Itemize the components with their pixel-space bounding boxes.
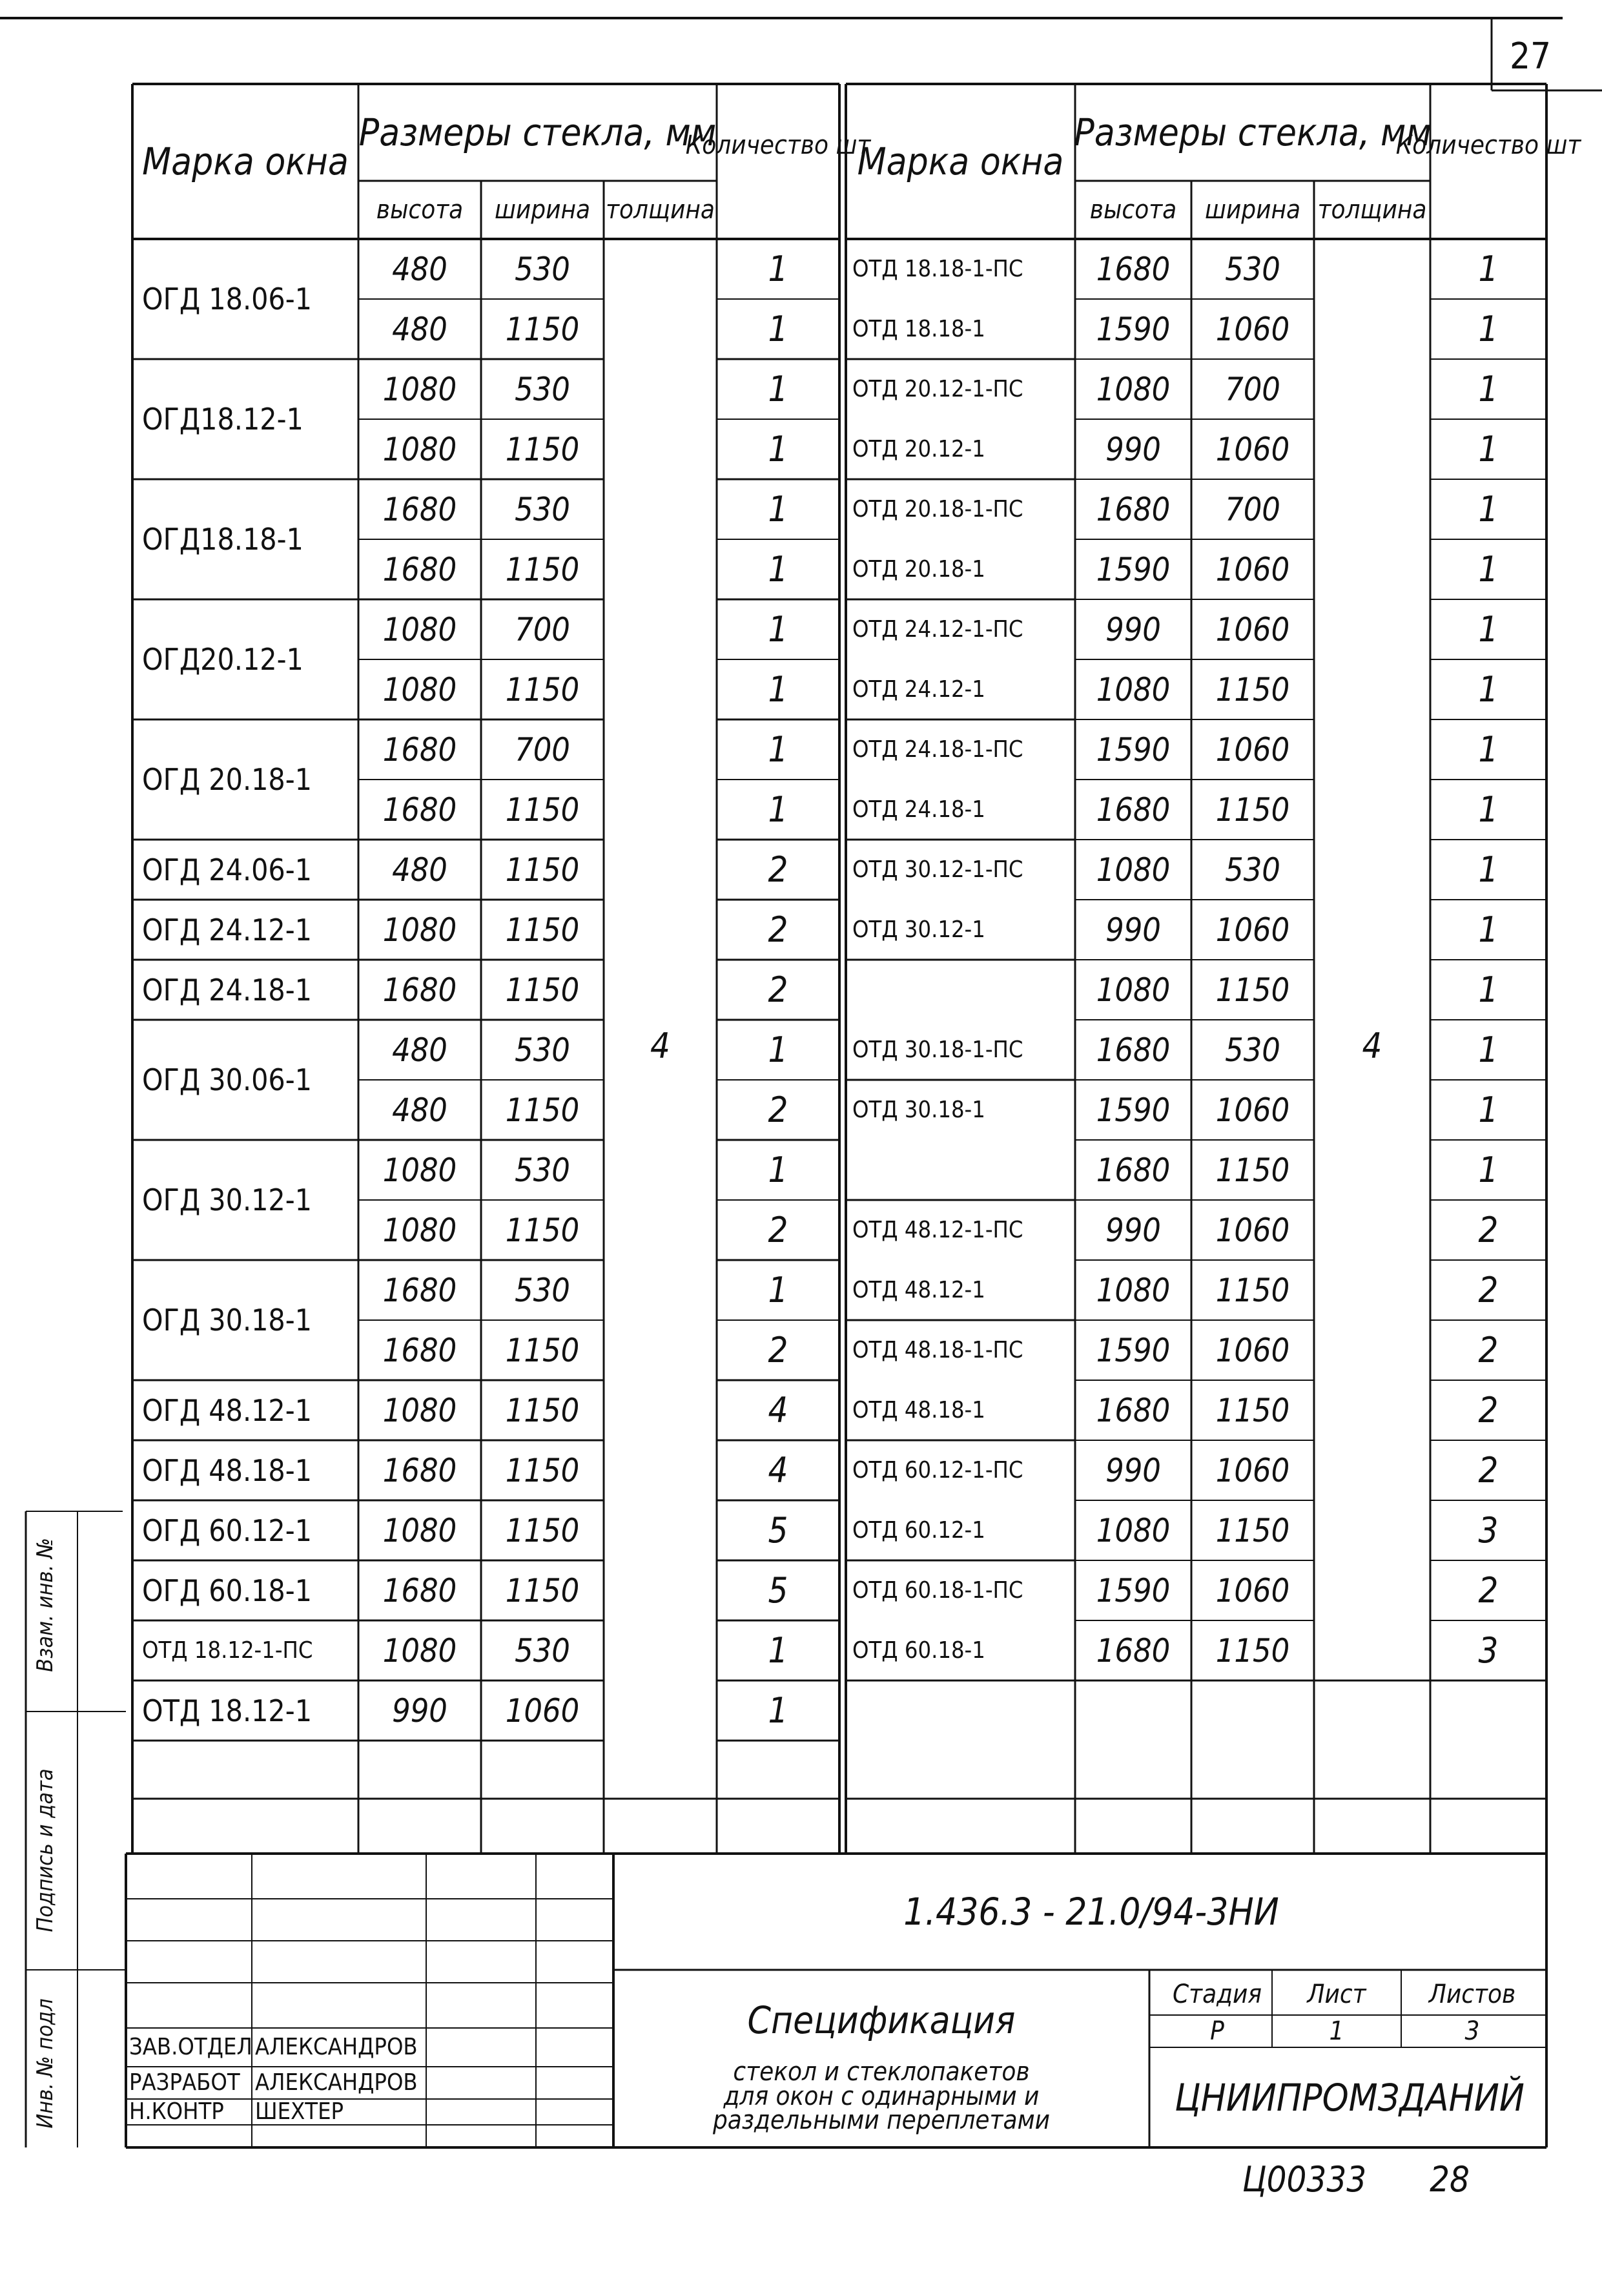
quantity-cell: 1 <box>1478 729 1499 770</box>
quantity-cell: 1 <box>768 1029 788 1070</box>
title-line-1: стекол и стеклопакетов <box>733 2056 1030 2087</box>
width-cell: 1150 <box>505 911 580 949</box>
height-cell: 1680 <box>1096 1031 1171 1069</box>
width-cell: 1150 <box>1215 1271 1290 1309</box>
width-cell: 1150 <box>505 1391 580 1429</box>
header-quantity: Количество шт <box>685 130 871 160</box>
width-cell: 1150 <box>505 1571 580 1609</box>
document-code: 1.436.3 - 21.0/94-3НИ <box>903 1890 1279 1934</box>
height-cell: 1080 <box>1096 1271 1171 1309</box>
width-cell: 530 <box>1225 250 1280 288</box>
height-cell: 1590 <box>1096 310 1171 348</box>
window-mark-cell: ОТД 60.12-1 <box>852 1516 985 1544</box>
quantity-cell: 1 <box>1478 488 1499 530</box>
width-cell: 1060 <box>1215 1451 1290 1489</box>
height-cell: 1080 <box>1096 971 1171 1009</box>
quantity-cell: 1 <box>1478 428 1499 470</box>
height-cell: 1680 <box>382 490 457 528</box>
quantity-cell: 1 <box>1478 308 1499 349</box>
window-mark-cell: ОГД 60.18-1 <box>142 1573 312 1608</box>
window-mark-cell: ОТД 20.18-1-ПС <box>852 495 1023 522</box>
width-cell: 1150 <box>505 430 580 468</box>
width-cell: 1150 <box>505 1331 580 1369</box>
header-height: высота <box>1089 195 1177 225</box>
height-cell: 1680 <box>1096 1631 1171 1670</box>
header-window-mark: Марка окна <box>142 140 349 183</box>
height-cell: 1080 <box>1096 851 1171 889</box>
height-cell: 1080 <box>382 1631 457 1670</box>
title-line-3: раздельными переплетами <box>712 2105 1051 2135</box>
height-cell: 1680 <box>1096 1391 1171 1429</box>
window-mark-cell: ОГД18.18-1 <box>142 522 303 557</box>
quantity-cell: 5 <box>768 1569 788 1611</box>
quantity-cell: 1 <box>1478 248 1499 289</box>
quantity-cell: 1 <box>768 1690 788 1731</box>
width-cell: 530 <box>1225 851 1280 889</box>
archive-number: Ц00333 <box>1242 2159 1367 2200</box>
quantity-cell: 2 <box>1478 1569 1499 1611</box>
width-cell: 1060 <box>1215 430 1290 468</box>
quantity-cell: 1 <box>768 488 788 530</box>
width-cell: 1150 <box>505 1451 580 1489</box>
height-cell: 990 <box>1105 610 1161 648</box>
height-cell: 480 <box>392 1091 447 1129</box>
window-mark-cell: ОТД 18.12-1-ПС <box>142 1637 313 1664</box>
quantity-cell: 1 <box>768 248 788 289</box>
quantity-cell: 2 <box>768 849 788 890</box>
height-cell: 1080 <box>382 1151 457 1189</box>
height-cell: 1080 <box>1096 370 1171 408</box>
width-cell: 530 <box>515 1631 570 1670</box>
quantity-cell: 1 <box>1478 1089 1499 1130</box>
width-cell: 1060 <box>1215 911 1290 949</box>
quantity-cell: 2 <box>1478 1269 1499 1310</box>
header-height: высота <box>376 195 464 225</box>
sheet-number: 27 <box>1509 35 1552 78</box>
height-cell: 1080 <box>1096 1511 1171 1549</box>
quantity-cell: 1 <box>768 1149 788 1190</box>
width-cell: 1150 <box>1215 1511 1290 1549</box>
header-thickness: толщина <box>606 195 715 225</box>
width-cell: 700 <box>1225 370 1280 408</box>
height-cell: 990 <box>1105 430 1161 468</box>
side-label-signature-date: Подпись и дата <box>32 1768 58 1932</box>
height-cell: 1680 <box>382 1451 457 1489</box>
quantity-cell: 1 <box>768 668 788 710</box>
window-mark-cell: ОГД 48.18-1 <box>142 1453 312 1488</box>
width-cell: 1150 <box>1215 1631 1290 1670</box>
header-glass-dims: Размеры стекла, мм <box>1074 110 1432 154</box>
window-mark-cell: ОГД 24.18-1 <box>142 972 312 1008</box>
width-cell: 1060 <box>1215 310 1290 348</box>
role-label: ЗАВ.ОТДЕЛ <box>129 2034 252 2060</box>
window-mark-cell: ОГД 60.12-1 <box>142 1513 312 1548</box>
width-cell: 1150 <box>505 550 580 588</box>
quantity-cell: 2 <box>768 969 788 1010</box>
header-width: ширина <box>1204 195 1301 225</box>
window-mark-cell: ОТД 18.18-1-ПС <box>852 255 1023 282</box>
window-mark-cell: ОГД 30.06-1 <box>142 1062 312 1097</box>
quantity-cell: 5 <box>768 1509 788 1551</box>
height-cell: 990 <box>1105 1451 1161 1489</box>
height-cell: 1680 <box>1096 1151 1171 1189</box>
window-mark-cell: ОГД18.12-1 <box>142 402 303 437</box>
side-label-original-inv: Инв. № подл <box>32 1998 58 2129</box>
height-cell: 480 <box>392 310 447 348</box>
window-mark-cell: ОТД 24.12-1 <box>852 676 985 703</box>
window-mark-cell: ОГД 24.12-1 <box>142 912 312 947</box>
thickness-value: 4 <box>650 1026 670 1066</box>
sheets-value: 3 <box>1464 2016 1480 2046</box>
quantity-cell: 1 <box>1478 548 1499 590</box>
window-mark-cell: ОТД 18.12-1 <box>142 1693 313 1728</box>
header-thickness: толщина <box>1317 195 1427 225</box>
height-cell: 1680 <box>382 971 457 1009</box>
width-cell: 1150 <box>1215 971 1290 1009</box>
width-cell: 1150 <box>505 1211 580 1249</box>
window-mark-cell: ОТД 30.12-1-ПС <box>852 856 1023 883</box>
quantity-cell: 3 <box>1478 1509 1499 1551</box>
width-cell: 1150 <box>505 851 580 889</box>
width-cell: 1150 <box>1215 670 1290 708</box>
height-cell: 1590 <box>1096 730 1171 769</box>
height-cell: 1680 <box>1096 791 1171 829</box>
window-mark-cell: ОТД 48.18-1-ПС <box>852 1336 1023 1363</box>
quantity-cell: 2 <box>1478 1209 1499 1250</box>
window-mark-cell: ОТД 30.18-1-ПС <box>852 1036 1023 1063</box>
height-cell: 1080 <box>382 670 457 708</box>
height-cell: 1680 <box>1096 250 1171 288</box>
page-number: 28 <box>1430 2159 1470 2200</box>
quantity-cell: 4 <box>768 1389 788 1431</box>
window-mark-cell: ОГД20.12-1 <box>142 642 303 677</box>
person-name: АЛЕКСАНДРОВ <box>255 2034 418 2060</box>
height-cell: 1080 <box>1096 670 1171 708</box>
window-mark-cell: ОТД 60.18-1-ПС <box>852 1577 1023 1604</box>
width-cell: 1060 <box>1215 550 1290 588</box>
window-mark-cell: ОТД 20.12-1-ПС <box>852 375 1023 402</box>
role-label: РАЗРАБОТ <box>129 2069 240 2096</box>
height-cell: 990 <box>392 1691 447 1730</box>
title-main: Спецификация <box>747 1998 1016 2042</box>
height-cell: 1080 <box>382 1211 457 1249</box>
quantity-cell: 1 <box>1478 909 1499 950</box>
height-cell: 1080 <box>382 610 457 648</box>
header-width: ширина <box>494 195 591 225</box>
width-cell: 530 <box>515 1271 570 1309</box>
window-mark-cell: ОТД 20.12-1 <box>852 435 985 462</box>
height-cell: 1680 <box>382 791 457 829</box>
window-mark-cell: ОГД 30.18-1 <box>142 1303 312 1338</box>
thickness-value: 4 <box>1362 1026 1382 1066</box>
quantity-cell: 1 <box>1478 1029 1499 1070</box>
quantity-cell: 1 <box>1478 789 1499 830</box>
quantity-cell: 1 <box>768 368 788 409</box>
quantity-cell: 1 <box>1478 668 1499 710</box>
width-cell: 1150 <box>1215 1151 1290 1189</box>
width-cell: 1150 <box>1215 791 1290 829</box>
quantity-cell: 2 <box>768 1329 788 1370</box>
width-cell: 1060 <box>1215 1091 1290 1129</box>
quantity-cell: 1 <box>1478 368 1499 409</box>
quantity-cell: 4 <box>768 1449 788 1491</box>
height-cell: 1680 <box>382 1331 457 1369</box>
quantity-cell: 2 <box>1478 1329 1499 1370</box>
height-cell: 480 <box>392 250 447 288</box>
window-mark-cell: ОТД 60.12-1-ПС <box>852 1456 1023 1484</box>
width-cell: 1060 <box>1215 1211 1290 1249</box>
window-mark-cell: ОГД 30.12-1 <box>142 1183 312 1217</box>
quantity-cell: 1 <box>1478 608 1499 650</box>
width-cell: 1060 <box>505 1691 580 1730</box>
sheet-label: Лист <box>1307 1979 1366 2009</box>
person-name: АЛЕКСАНДРОВ <box>255 2069 418 2096</box>
width-cell: 700 <box>515 730 570 769</box>
width-cell: 1060 <box>1215 1331 1290 1369</box>
width-cell: 530 <box>515 1151 570 1189</box>
width-cell: 1150 <box>505 670 580 708</box>
height-cell: 990 <box>1105 911 1161 949</box>
window-mark-cell: ОТД 48.12-1 <box>852 1276 985 1303</box>
height-cell: 480 <box>392 1031 447 1069</box>
height-cell: 1680 <box>382 1271 457 1309</box>
stage-label: Стадия <box>1172 1979 1262 2009</box>
header-window-mark: Марка окна <box>857 140 1064 183</box>
width-cell: 530 <box>1225 1031 1280 1069</box>
window-mark-cell: ОТД 20.18-1 <box>852 555 985 583</box>
height-cell: 1680 <box>382 1571 457 1609</box>
height-cell: 1080 <box>382 430 457 468</box>
width-cell: 1150 <box>505 1511 580 1549</box>
width-cell: 530 <box>515 490 570 528</box>
width-cell: 530 <box>515 250 570 288</box>
window-mark-cell: ОТД 24.12-1-ПС <box>852 615 1023 643</box>
window-mark-cell: ОГД 20.18-1 <box>142 762 312 797</box>
quantity-cell: 1 <box>768 1629 788 1671</box>
quantity-cell: 1 <box>1478 1149 1499 1190</box>
height-cell: 1590 <box>1096 1331 1171 1369</box>
height-cell: 1080 <box>382 1391 457 1429</box>
quantity-cell: 1 <box>768 1269 788 1310</box>
organization-name: ЦНИИПРОМЗДАНИЙ <box>1175 2075 1525 2120</box>
quantity-cell: 1 <box>1478 849 1499 890</box>
quantity-cell: 2 <box>768 1209 788 1250</box>
title-line-2: для окон с одинарными и <box>723 2082 1040 2111</box>
height-cell: 1080 <box>382 911 457 949</box>
width-cell: 530 <box>515 370 570 408</box>
quantity-cell: 2 <box>1478 1449 1499 1491</box>
window-mark-cell: ОГД 24.06-1 <box>142 852 312 887</box>
person-name: ШЕХТЕР <box>255 2098 344 2125</box>
width-cell: 1060 <box>1215 1571 1290 1609</box>
window-mark-cell: ОТД 48.18-1 <box>852 1396 985 1423</box>
quantity-cell: 1 <box>768 428 788 470</box>
height-cell: 1680 <box>382 730 457 769</box>
window-mark-cell: ОГД 18.06-1 <box>142 282 312 316</box>
width-cell: 700 <box>1225 490 1280 528</box>
height-cell: 480 <box>392 851 447 889</box>
quantity-cell: 1 <box>768 729 788 770</box>
width-cell: 1060 <box>1215 730 1290 769</box>
height-cell: 1680 <box>1096 490 1171 528</box>
quantity-cell: 1 <box>768 789 788 830</box>
window-mark-cell: ОТД 24.18-1 <box>852 796 985 823</box>
sheets-label: Листов <box>1428 1979 1516 2009</box>
width-cell: 700 <box>515 610 570 648</box>
width-cell: 1150 <box>1215 1391 1290 1429</box>
width-cell: 1150 <box>505 1091 580 1129</box>
window-mark-cell: ОТД 30.18-1 <box>852 1096 985 1123</box>
window-mark-cell: ОТД 18.18-1 <box>852 315 985 342</box>
width-cell: 1060 <box>1215 610 1290 648</box>
height-cell: 1080 <box>382 370 457 408</box>
header-glass-dims: Размеры стекла, мм <box>358 110 717 154</box>
width-cell: 530 <box>515 1031 570 1069</box>
height-cell: 1680 <box>382 550 457 588</box>
height-cell: 1590 <box>1096 1091 1171 1129</box>
sheet-value: 1 <box>1329 2016 1344 2046</box>
quantity-cell: 3 <box>1478 1629 1499 1671</box>
width-cell: 1150 <box>505 971 580 1009</box>
width-cell: 1150 <box>505 310 580 348</box>
quantity-cell: 2 <box>768 1089 788 1130</box>
header-quantity: Количество шт <box>1395 130 1581 160</box>
width-cell: 1150 <box>505 791 580 829</box>
height-cell: 1590 <box>1096 550 1171 588</box>
window-mark-cell: ОТД 24.18-1-ПС <box>852 736 1023 763</box>
quantity-cell: 1 <box>768 548 788 590</box>
height-cell: 1080 <box>382 1511 457 1549</box>
stage-value: Р <box>1210 2016 1224 2046</box>
quantity-cell: 1 <box>768 608 788 650</box>
window-mark-cell: ОТД 60.18-1 <box>852 1637 985 1664</box>
quantity-cell: 1 <box>768 308 788 349</box>
window-mark-cell: ОТД 30.12-1 <box>852 916 985 943</box>
role-label: Н.КОНТР <box>129 2098 224 2125</box>
window-mark-cell: ОГД 48.12-1 <box>142 1392 312 1428</box>
height-cell: 1590 <box>1096 1571 1171 1609</box>
side-label-replace-inv: Взам. инв. № <box>32 1538 58 1672</box>
height-cell: 990 <box>1105 1211 1161 1249</box>
quantity-cell: 2 <box>1478 1389 1499 1431</box>
quantity-cell: 1 <box>1478 969 1499 1010</box>
window-mark-cell: ОТД 48.12-1-ПС <box>852 1216 1023 1243</box>
quantity-cell: 2 <box>768 909 788 950</box>
